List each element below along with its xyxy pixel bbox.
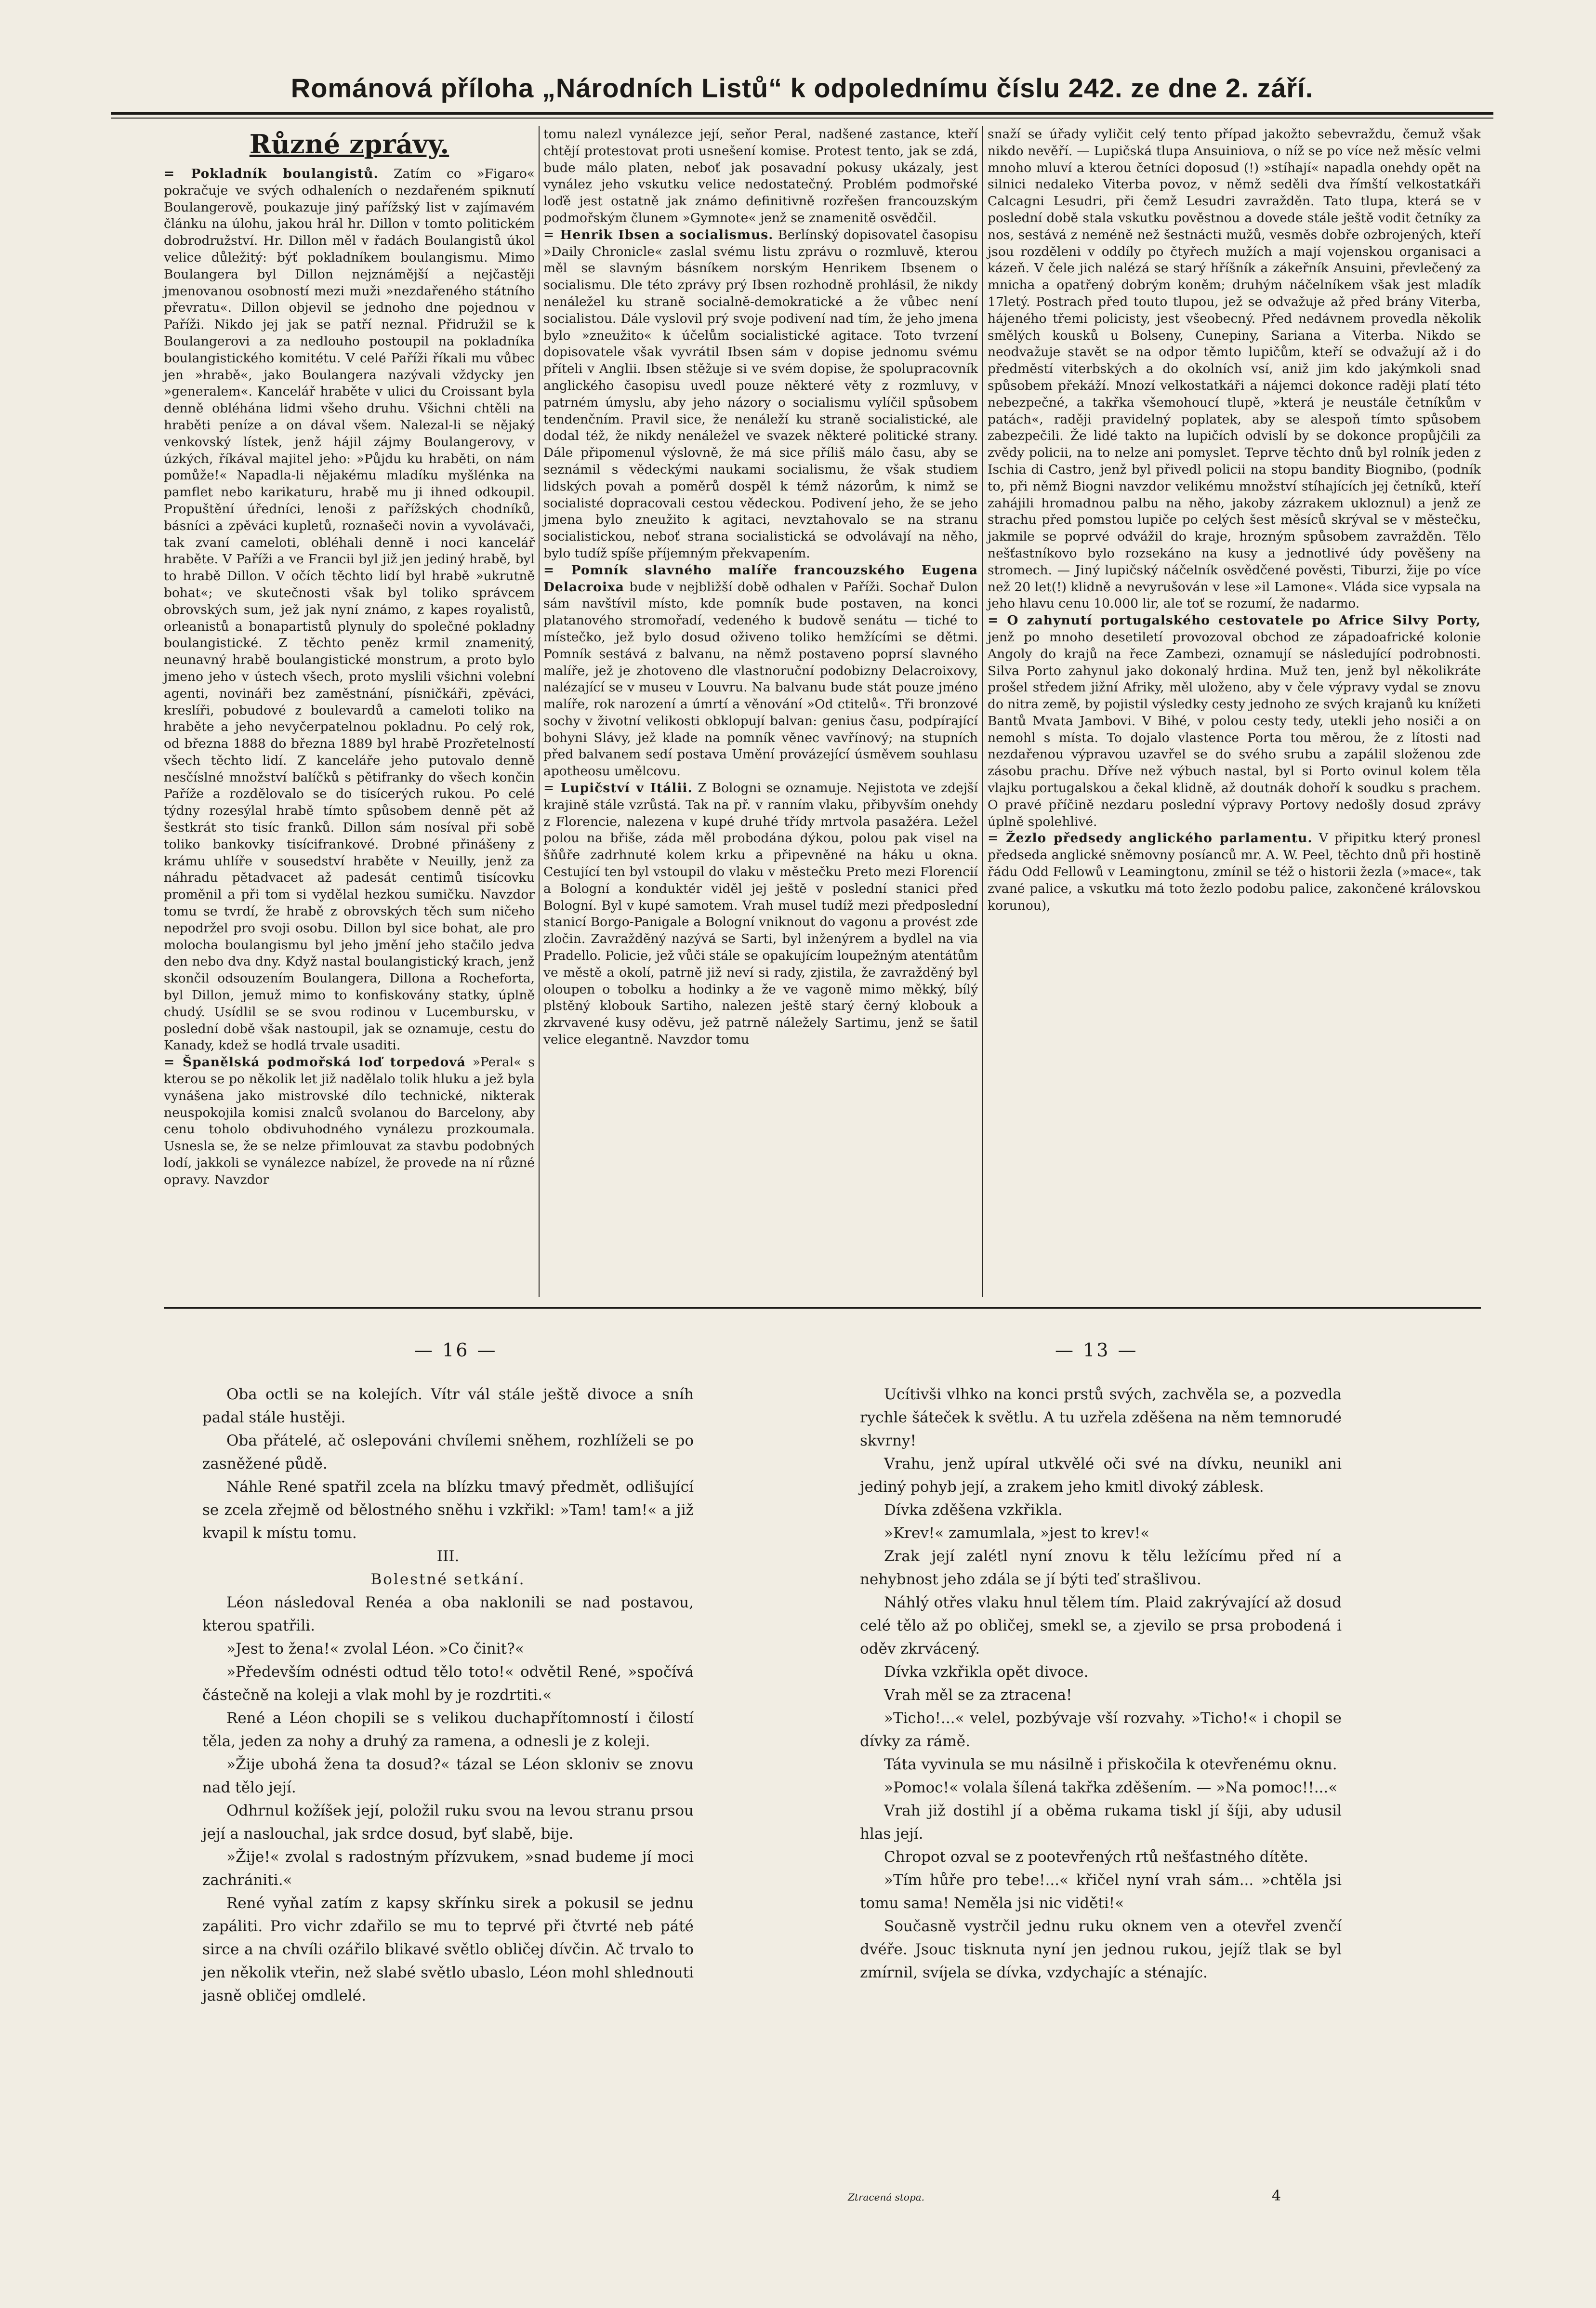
news-item <box>543 126 978 227</box>
novel-paragraph: »Jest to žena!« zvolal Léon. »Co činit?« <box>226 1640 524 1658</box>
novel-paragraph: Vrahu, jenž upíral utkvělé oči své na dívku, neunikl ani jediný pohyb její, a zrakem jeho kmitl divoký záblesk. <box>860 1455 1342 1496</box>
masthead-rule-thin <box>111 118 1493 119</box>
news-item-text: »Peral« s kterou se po několik let již nadělalo tolik hluku a jež byla vynášena jako mistrovské dílo technické, nikterak neuspokojila komisi znalců svolanou do Barcelony, aby cenu toholo obdivuhodného vynálezu prozkoumala. Usnesla se, že se nelze přimlouvat za stavbu podobných lodí, jakkoli se vynálezce nabízel, že provede na ní různé opravy. Navzdor <box>164 1055 535 1187</box>
novel-paragraph: Chropot ozval se z pootevřených rtů nešťastného dítěte. <box>884 1848 1308 1866</box>
news-item-headline: = Pomník slavného malíře francouzského Eugena Delacroixa <box>543 562 978 595</box>
novel-paragraph: »Žije ubohá žena ta dosud?« tázal se Léon skloniv se znovu nad tělo její. <box>202 1756 694 1796</box>
novel-page-number-right: — 13 — <box>1055 1340 1138 1361</box>
novel-paragraph: Ucítivši vlhko na konci prstů svých, zachvěla se, a pozvedla rychle šáteček k světlu. A tu uzřela zděšena na něm temnorudé skvrny! <box>860 1386 1342 1449</box>
news-item-text: Zatím co »Figaro« pokračuje ve svých odhaleních o nezdařeném spiknutí Boulangerově, poukazuje jiný pařížský list v zajímavém článku na úlohu, jakou hrál hr. Dillon v tomto politickém dobrodružství. Hr. Dillon měl v řadách Boulangistů úkol velice důležitý: býť pokladníkem boulangismu. Mimo Boulangera byl Dillon nejznámější a nejčastěji jmenovanou osobností mezi muži »nezdařeného státního převratu«. Dillon objevil se jednoho dne pojednou v Paříži. Nikdo jej jak se patří neznal. Přidružil se k Boulangerovi a za nedlouho postoupil na pokladníka boulangistického komitétu. V celé Paříži říkali mu vůbec jen »hrabě«, jako Boulangera nazývali vždycky jen »generalem«. Kancelář hraběte v ulici du Croissant byla denně obléhána lidmi všeho druhu. Všichni chtěli na hraběti peníze a on dával všem. Nalezal-li se nějaký venkovský lístek, jenž hájil zájmy Boulangerovy, v úzkých, říkával majitel jeho: »Půjdu ku hraběti, on nám pomůže!« Napadla-li nějakému mladíku myšlénka na pamflet nebo karikaturu, hrabě mu ji ihned odkoupil. Propuštění úředníci, lenoši z pařížských chodníků, básníci a zpěváci kupletů, roznašeči novin a vyvolávači, tak zvaní cameloti, obléhali denně i noci kancelář hraběte. V Paříži a ve Francii byl již jen jediný hrabě, byl to hrabě Dillon. V očích těchto lidí byl hrabě »ukrutně bohat«; ve skutečnosti však byl toliko správcem obrovských sum, jež jak nyní známo, z kapes royalistů, orleanistů a bonapartistů plynuly do společné pokladny boulangistické. Z těchto peněz krmil znamenitý, neunavný hrabě boulangistické monstrum, a proto bylo jmeno jeho v ústech všech, proto myslili všichni volební agenti, novináři bez zaměstnání, písničkáři, zpěváci, kreslíři, pobudové z boulevardů a cameloti toliko na hraběte a jeho nevyčerpatelnou pokladnu. Po celý rok, od března 1888 do března 1889 byl hrabě Prozřetelností všech těchto lidí. Z kanceláře jeho putovalo denně nesčíslné množství balíčků s pětifranky do všech končin Paříže a rozdělovalo se do tisícerých rukou. Po celé týdny rozesýlal hrabě tímto spůsobem denně pět až šestkrát sto tisíc franků. Dillon sám nosíval při sobě toliko bankovky tisícifrankové. Drobné přinášeny z krámu uhlíře v sousedství hraběte v Neuilly, jenž za náhradu pětadvacet až padesát centimů tisícovku proměnil a při tom si vydělal hezkou sumičku. Navzdor tomu se tvrdí, že hrabě z obrovských těch sum ničeho nepodržel pro svoji osobu. Dillon byl sice bohat, ale pro molocha boulangismu byl jeho jmění jeho stačilo jedva den nebo dva dny. Když nastal boulangistický krach, jenž skončil odsouzením Boulangera, Dillona a Rocheforta, byl Dillon, jemuž mimo to konfiskovány statky, úplně chudý. Usídlil se se svou rodinou v Lucembursku, v poslední době však nastoupil, jak se oznamuje, cestu do Kanady, kdež se hodlá trvale usaditi. <box>164 166 535 1053</box>
news-item-text: V připitku který pronesl předseda anglické sněmovny posíanců mr. A. W. Peel, těchto dnů při hostině řádu Odd Fellowů v Leamingtonu, zmínil se též o historii žezla (»mace«, tak zvané palice, a vskutku má toto žezlo podobu palice, zakončené královskou korunou), <box>988 831 1481 913</box>
novel-paragraph: »Tím hůře pro tebe!...« křičel nyní vrah sám... »chtěla jsi tomu sama! Neměla jsi nic viděti!« <box>860 1871 1342 1912</box>
novel-paragraph: Dívka zděšena vzkřikla. <box>884 1501 1063 1519</box>
news-item <box>988 126 1481 612</box>
feuilleton-rule <box>164 1307 1481 1309</box>
news-item-headline: = Španělská podmořská loď torpedová <box>164 1055 466 1070</box>
news-item-headline: = Henrik Ibsen a socialismus. <box>543 227 774 242</box>
novel-paragraph: Zrak její zalétl nyní znovu k tělu ležícímu před ní a nehybnost jeho zdála se jí býti teď strašlivou. <box>860 1548 1342 1588</box>
news-item-headline: = Lupičství v Itálii. <box>543 781 693 796</box>
chapter-title: Bolestné setkání. <box>370 1571 526 1588</box>
news-item-text: tomu nalezl vynálezce její, seňor Peral, nadšené zastance, kteří chtějí protestovat proti usnešení komise. Protest tento, jak se zdá, bude málo platen, neboť jak posavadní pokusy ukázaly, jest vynález jeho vskutku velice nedostatečný. Problém podmořské loďě jest ostatně jak známo definitivně rozřešen francouzským podmořským člunem »Gymnote« jenž se znamenitě osvědčil. <box>543 127 978 225</box>
news-column-1 <box>164 126 535 1189</box>
novel-paragraph: Táta vyvinula se mu násilně i přiskočila k otevřenému oknu. <box>884 1756 1337 1773</box>
news-item-text: snaží se úřady vyličit celý tento případ jakožto sebevraždu, čemuž však nikdo nevěří. — Lupičská tlupa Ansuiniova, o níž se po více než měsíc velmi mnoho mluví a kterou četníci doposud (!) »stíhají« napadla onehdy opět na silnici nedaleko Viterba povoz, v němž seděli dva římští velkostatkáři Calcagni Lesudri, při čemž Lesudri zavražděn. Tato tlupa, která se v poslední době stala vskutku pověstnou a dovede stále ještě vodit četníky za nos, sestává z neméně než šestnácti mužů, vesměs dobře ozbrojených, kteří jsou rozděleni v oddíly po čtyřech mužích a mají vojenskou organisaci a kázeň. V čele jich nalézá se starý hříšník a zákeřník Ansuini, převlečený za mnicha a opatřený dobrým koněm; druhým náčelníkem však jest mladík 17letý. Postrach před touto tlupou, jež se odvažuje až před brány Viterba, hájeného třemi policisty, jest všeobecný. Před nedávnem provedla několik smělých kousků u Bolseny, Cunepiny, Sariana a Viterba. Nikdo se neodvažuje stavět se na odpor těmto lupičům, kteří se odvažují až i do předměstí viterbských a do okolních vsí, aniž jim kdo jakýmkoli snad spůsobem překáží. Mnozí velkostatkáři a nájemci dokonce raději platí této nebezpečné, a takřka všemohoucí tlupě, »která je neustále četníkům v patách«, raději pravidelný poplatek, aby se alespoň tímto spůsobem zabezpečili. Že lidé takto na lupičích odvislí by se dokonce propůjčili za zvědy policii, na to nelze ani pomyslet. Teprve těchto dnů byl rolník jeden z Ischia di Castro, jenž byl přivedl policii na stopu bandity Biognibo, (podník to, při němž Biogni navzdor velikému množství stíhajících jej četníků, kteří zahájili hromadnou palbu na něho, jakoby zázrakem ukloznul) a jenž ze strachu před pomstou lupiče po celých šest měsíců skrýval se v městečku, jakmile se poprvé odvážil do kraje, hrozným spůsobem zavražděn. Tělo nešťastníkovo bylo rozsekáno na kusy a jednotlivé údy pověšeny na stromech. — Jiný lupičský náčelník osvědčené pověsti, Tiburzi, žije po více než 20 let(!) klidně a nevyrušován v lese »il Lamone«. Vláda sice vypsala na jeho hlavu cenu 10.000 lir, ale toť se rozumí, že nadarmo. <box>988 127 1481 611</box>
news-item-text: Z Bologni se oznamuje. Nejistota ve zdejší krajině stále vzrůstá. Tak na př. v ranním vlaku, přibyvším onehdy z Florencie, nalezena v kupé druhé třídy mrtvola pasažéra. Ležel polou na břiše, záda měl probodána dýkou, polou pak visel na šňůře zadrhnuté kolem krku a připevněné na háku u okna. Cestující ten byl vstoupil do vlaku v městečku Preto mezi Florencií a Bologní a konduktér viděl jej ještě v poslední stanici před Bologní. Byl v kupé samotem. Vrah musel tudíž mezi předposlední stanicí Borgo-Panigale a Bologní vniknout do vagonu a provést zde zločin. Zavražděný nazývá se Sarti, byl inženýrem a bydlel na via Pradello. Policie, jež vůči stále se opakujícím loupežným atentátům ve městě a okolí, patrně již neví si rady, zjistila, že zavražděný byl oloupen o tobolku a hodinky a že ve vagoně mimo měkký, bílý plstěný klobouk Sartiho, nalezen ještě starý černý klobouk a zkrvavené kusy oděvu, jež patrně náležely Sartimu, jenž se šatil velice elegantně. Navzdor tomu <box>543 781 978 1048</box>
section-title: Různé zprávy. <box>249 129 449 159</box>
masthead-rule <box>111 112 1493 115</box>
news-item-text: bude v nejbližší době odhalen v Paříži. Sochař Dulon sám navštívil místo, kde pomník bude postaven, na konci platanového stromořadí, vedeného k budově senátu — tiché to místečko, jež bylo dosud oživeno toliko hemžícími se dětmi. Pomník sestává z balvanu, na němž postaveno poprsí slavného malíře, jež je zhotoveno dle vlastnoruční podobizny Delacroixovy, nalézající se v museu v Louvru. Na balvanu bude stát pouze jméno malíře, rok narození a úmrtí a věnování »Od ctitelů«. Tři bronzové sochy v životní velikosti obklopují balvan: genius času, podpírající bohyni Slávy, jež klade na pomník věnec vavřínový; na stupních před balvanem sedí postava Umění provázející úsměvem souhlasu apotheosu umělcovu. <box>543 579 978 779</box>
novel-paragraph: Oba přátelé, ač oslepováni chvílemi sněhem, rozhlíželi se po zasněžené půdě. <box>202 1432 694 1472</box>
masthead: Románová příloha „Národních Listů“ k odpolednímu číslu 242. ze dne 2. září. <box>290 73 1314 103</box>
novel-paragraph: Náhlý otřes vlaku hnul tělem tím. Plaid zakrývající až dosud celé tělo až po obličej, smekl se, a zjevilo se prsa probodená i oděv zkrvácený. <box>860 1594 1342 1658</box>
signature-number: 4 <box>1272 2188 1281 2204</box>
news-column-3 <box>988 126 1481 914</box>
novel-paragraph: Oba octli se na kolejích. Vítr vál stále ještě divoce a sníh padal stále hustěji. <box>202 1386 694 1426</box>
novel-paragraph: »Především odnésti odtud tělo toto!« odvětil René, »spočívá částečně na koleji a vlak mohl by je rozdrtiti.« <box>202 1663 694 1704</box>
novel-right-page <box>860 1383 1342 1984</box>
novel-paragraph: Odhrnul kožíšek její, položil ruku svou na levou stranu prsou její a naslouchal, jak srdce dosud, byť slabě, bije. <box>202 1802 694 1843</box>
novel-left-page <box>202 1383 694 2007</box>
novel-paragraph: Vrah již dostihl jí a oběma rukama tiskl jí šíji, aby udusil hlas její. <box>860 1802 1342 1843</box>
novel-title-footer: Ztracená stopa. <box>848 2191 925 2203</box>
news-item <box>543 227 978 562</box>
news-item-text: Berlínský dopisovatel časopisu »Daily Chronicle« zaslal svému listu zprávu o rozmluvě, kterou měl se slavným básníkem norským Henrikem Ibsenem o socialismu. Dle této zprávy prý Ibsen rozhodně prohlásil, že nikdy nenáležel ku straně socialně-demokratické a že vůbec není socialistou. Dále vyslovil prý svoje podivení nad tím, že jeho jmena bylo »zneužito« k účelům socialistické agitace. Toto tvrzení dopisovatele však vyvrátil Ibsen sám v dopise jednomu svému příteli v Anglii. Ibsen stěžuje si ve svém dopise, že spolupracovník anglického časopisu uvedl pouze některé věty z rozmluvy, v patrném úmyslu, aby jeho názory o socialismu vylíčil spůsobem tendenčním. Pravil sice, že nenáleží ku straně socialistické, ale dodal též, že nikdy nenáležel ve svazek některé politické strany. Dále připomenul výslovně, že má sice příliš málo času, aby se seznámil s vědeckými naukami socialismu, že však studiem lidských povah a poměrů dospěl k témž názorům, k nimž se socialisté dopracovali cestou vědeckou. Podivení jeho, že se jeho jmena bylo zneužito k agitaci, nevztahovalo se na stranu socialistickou, neboť strana socialistická se odvolávají na něho, bylo tudíž spíše příjemným překvapením. <box>543 227 978 561</box>
column-divider <box>982 126 983 1297</box>
news-item <box>543 562 978 780</box>
news-item <box>164 166 535 1054</box>
news-item <box>164 1054 535 1188</box>
news-item-text: jenž po mnoho desetiletí provozoval obchod ze západoafrické kolonie Angoly do krajů na řece Zambezi, oznamují se následující podrobnosti. Silva Porto zahynul jako dokonalý hrdina. Muž ten, jenž byl několikráte prošel středem jižní Afriky, měl uloženo, aby v čele výpravy vydal se znovu do nitra země, by pojistil výsledky cesty jednoho ze svých krajanů ku knížeti Bantů Mvata Jambovi. V Bihé, v polou cesty tedy, utekli jeho nosiči a on nemohl s místa. To dojalo vlastence Porta tou měrou, že z lítosti nad nezdařenou výpravou uzavřel se do svého srubu a zapálil složenou zde zásobu prachu. Dříve než výbuch nastal, byl si Porto ovinul kolem těla vlajku portugalskou a čekal klidně, až doutnák dohoří k soudku s prachem. O pravé příčině nezdaru poslední výpravy Portovy nedošly dosud zprávy úplně spolehlivé. <box>988 629 1481 829</box>
novel-paragraph: René a Léon chopili se s velikou duchapřítomností i čilostí těla, jeden za nohy a druhý za ramena, a odnesli je z koleji. <box>202 1710 694 1750</box>
news-item-headline: = Žezlo předsedy anglického parlamentu. <box>988 831 1313 846</box>
news-item-headline: = Pokladník boulangistů. <box>164 166 379 181</box>
novel-paragraph: Dívka vzkřikla opět divoce. <box>884 1663 1089 1681</box>
novel-paragraph: Současně vystrčil jednu ruku oknem ven a otevřel zvenčí dvéře. Jsouc tisknuta nyní jen jednou rukou, jejíž tlak se byl zmírnil, svíjela se dívka, vzdychajíc a sténajíc. <box>860 1918 1342 1981</box>
column-divider <box>539 126 540 1297</box>
novel-paragraph: »Krev!« zamumlala, »jest to krev!« <box>884 1525 1150 1542</box>
news-item-headline: = O zahynutí portugalského cestovatele po Africe Silvy Porty, <box>988 613 1481 628</box>
news-item <box>988 830 1481 914</box>
novel-paragraph: Léon následoval Renéa a oba naklonili se nad postavou, kterou spatřili. <box>202 1594 694 1634</box>
news-column-2 <box>543 126 978 1048</box>
news-item <box>988 612 1481 830</box>
chapter-number: III. <box>436 1548 460 1565</box>
novel-paragraph: Vrah měl se za ztracena! <box>884 1686 1072 1704</box>
novel-paragraph: »Žije!« zvolal s radostným přízvukem, »snad budeme jí moci zachrániti.« <box>202 1848 694 1889</box>
news-item <box>543 780 978 1048</box>
novel-paragraph: »Ticho!...« velel, pozbývaje vší rozvahy. »Ticho!« i chopil se dívky za rámě. <box>860 1710 1342 1750</box>
novel-paragraph: René vyňal zatím z kapsy skřínku sirek a pokusil se jednu zapáliti. Pro vichr zdařilo se mu to teprvé při čtvrté neb páté sirce a na chvíli ozářilo blikavé světlo obličej dívčin. Ač trvalo to jen několik vteřin, než slabé světlo ubaslo, Léon mohl shlednouti jasně obličej omdlelé. <box>202 1895 694 2004</box>
novel-paragraph: »Pomoc!« volala šílená takřka zděšením. — »Na pomoc!!...« <box>884 1779 1338 1796</box>
novel-paragraph: Náhle René spatřil zcela na blízku tmavý předmět, odlišující se zcela zřejmě od bělostného sněhu i vzkřikl: »Tam! tam!« a již kvapil k místu tomu. <box>202 1478 694 1542</box>
novel-page-number-left: — 16 — <box>414 1340 498 1361</box>
